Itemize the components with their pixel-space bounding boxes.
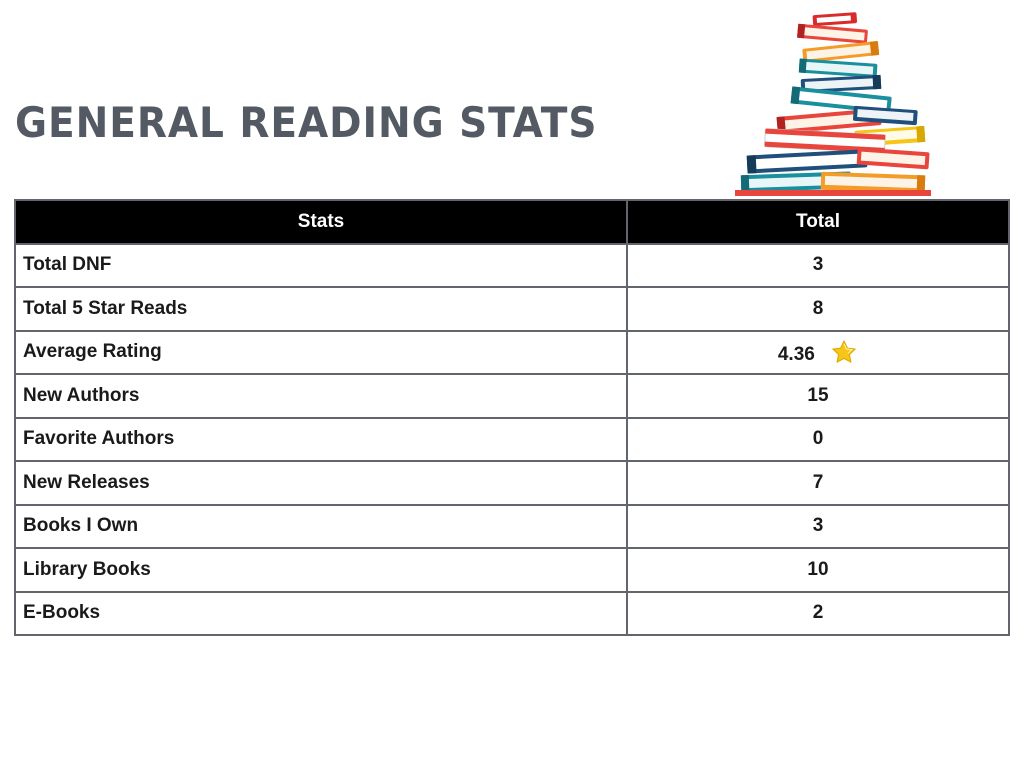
table-row: [15, 461, 1009, 505]
row-label: Total 5 Star Reads: [15, 287, 627, 331]
table-row: [15, 374, 1009, 418]
table-row: [15, 505, 1009, 549]
row-value: 3: [627, 505, 1009, 549]
table-row: [15, 592, 1009, 636]
table-row: [15, 418, 1009, 462]
star-icon: [830, 339, 858, 365]
row-label: Library Books: [15, 548, 627, 592]
header-stats: Stats: [15, 200, 627, 244]
row-value: 15: [627, 374, 1009, 418]
row-label: Favorite Authors: [15, 418, 627, 462]
table-row: [15, 331, 1009, 375]
table-row: [15, 287, 1009, 331]
row-value: 0: [627, 418, 1009, 462]
row-value: 10: [627, 548, 1009, 592]
row-label: Average Rating: [15, 331, 627, 375]
row-value: 7: [627, 461, 1009, 505]
header-total: Total: [627, 200, 1009, 244]
book-stack-icon: [735, 10, 931, 196]
page-title: GENERAL READING STATS: [15, 98, 598, 147]
row-label: New Releases: [15, 461, 627, 505]
row-value: 4.36: [777, 343, 815, 365]
table-header-row: [15, 200, 1009, 244]
row-label: E-Books: [15, 592, 627, 636]
row-value: 2: [627, 592, 1009, 636]
row-value: 3: [627, 244, 1009, 288]
row-label: New Authors: [15, 374, 627, 418]
table-row: [15, 244, 1009, 288]
row-label: Books I Own: [15, 505, 627, 549]
stats-table: [14, 199, 1010, 636]
row-value-cell: [627, 331, 1009, 375]
table-row: [15, 548, 1009, 592]
row-value: 8: [627, 287, 1009, 331]
row-label: Total DNF: [15, 244, 627, 288]
